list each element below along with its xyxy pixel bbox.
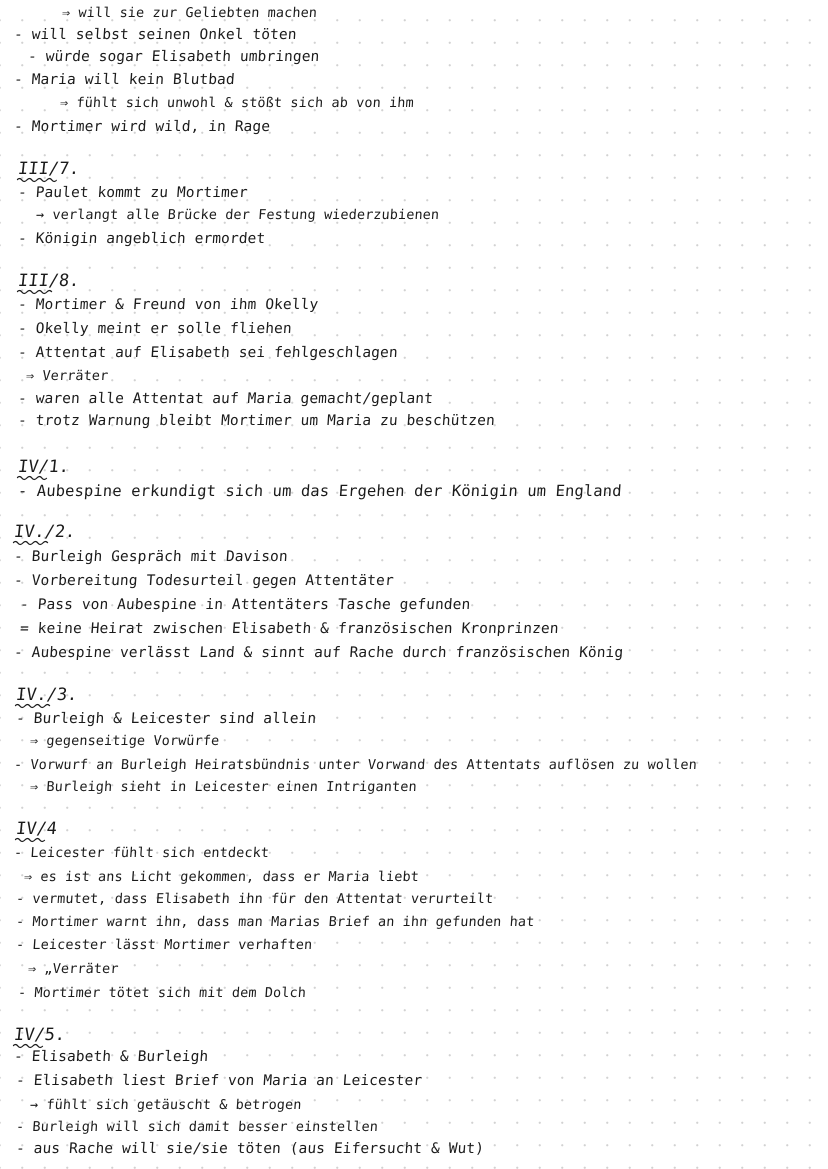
note-line: - waren alle Attentat auf Maria gemacht/geplant bbox=[17, 391, 434, 407]
note-line: = keine Heirat zwischen Elisabeth & französischen Kronprinzen bbox=[19, 621, 560, 637]
note-line: - Elisabeth liest Brief von Maria an Leicester bbox=[15, 1073, 423, 1089]
section-heading-label: IV/5. bbox=[12, 1025, 67, 1045]
note-line: - Elisabeth & Burleigh bbox=[13, 1049, 209, 1065]
squiggle-underline-icon bbox=[15, 703, 52, 709]
note-line: ⇒ fühlt sich unwohl & stößt sich ab von ihm bbox=[59, 95, 415, 111]
section-heading-label: IV./2. bbox=[12, 522, 77, 542]
squiggle-underline-icon bbox=[15, 837, 48, 843]
note-line: ⇒ Burleigh sieht in Leicester einen Intriganten bbox=[29, 779, 418, 795]
note-line: - Königin angeblich ermordet bbox=[17, 231, 266, 247]
note-line: → verlangt alle Brücke der Festung wiederzubienen bbox=[35, 207, 440, 223]
note-line: - Burleigh will sich damit besser einstellen bbox=[15, 1119, 379, 1135]
section-heading bbox=[13, 523, 76, 541]
note-line: - Leicester fühlt sich entdeckt bbox=[13, 845, 270, 861]
section-heading bbox=[15, 686, 78, 704]
note-line: ⇒ will sie zur Geliebten machen bbox=[61, 5, 318, 21]
squiggle-underline-icon bbox=[13, 540, 50, 546]
note-line: - Mortimer wird wild, in Rage bbox=[13, 119, 271, 135]
note-line: - trotz Warnung bleibt Mortimer um Maria zu beschützen bbox=[17, 413, 496, 429]
note-line: - Aubespine verlässt Land & sinnt auf Rache durch französischen König bbox=[13, 645, 624, 661]
section-heading-label: IV./3. bbox=[14, 685, 79, 705]
section-heading bbox=[13, 1026, 66, 1044]
note-line: - aus Rache will sie/sie töten (aus Eifersucht & Wut) bbox=[15, 1141, 485, 1157]
note-line: - Mortimer warnt ihn, dass man Marias Brief an ihn gefunden hat bbox=[15, 914, 535, 930]
note-line: ⇒ gegenseitige Vorwürfe bbox=[29, 733, 220, 749]
squiggle-underline-icon bbox=[17, 177, 58, 183]
note-line: - Aubespine erkundigt sich um das Ergehen der Königin um England bbox=[17, 482, 623, 500]
note-line: - Burleigh Gespräch mit Davison bbox=[13, 549, 289, 565]
section-heading bbox=[17, 272, 80, 290]
note-line: ⇒ Verräter bbox=[25, 368, 109, 384]
note-line: - Burleigh & Leicester sind allein bbox=[15, 711, 317, 727]
section-heading bbox=[17, 160, 80, 178]
note-line: - Leicester lässt Mortimer verhaften bbox=[15, 937, 313, 953]
note-line: - Vorwurf an Burleigh Heiratsbündnis unter Vorwand des Attentats auflösen zu wollen bbox=[13, 757, 698, 773]
section-heading bbox=[15, 820, 58, 838]
note-line: - will selbst seinen Onkel töten bbox=[13, 27, 298, 43]
squiggle-underline-icon bbox=[17, 475, 50, 481]
section-heading-label: IV/4 bbox=[14, 819, 59, 839]
note-line: - vermutet, dass Elisabeth ihn für den Attentat verurteilt bbox=[15, 891, 494, 907]
note-line: - Vorbereitung Todesurteil gegen Attentäter bbox=[13, 573, 395, 589]
note-line: ⇒ „Verräter bbox=[27, 961, 120, 977]
note-line: - Maria will kein Blutbad bbox=[13, 72, 236, 88]
note-line: ⇒ es ist ans Licht gekommen, dass er Maria liebt bbox=[23, 869, 420, 885]
note-line: - würde sogar Elisabeth umbringen bbox=[27, 49, 320, 65]
section-heading-label: III/8. bbox=[16, 271, 81, 291]
section-heading bbox=[17, 458, 70, 476]
note-line: - Mortimer & Freund von ihm Okelly bbox=[17, 297, 319, 313]
section-heading-label: III/7. bbox=[16, 159, 81, 179]
note-line: → fühlt sich getäuscht & betrogen bbox=[29, 1097, 303, 1113]
note-line: - Mortimer tötet sich mit dem Dolch bbox=[17, 985, 307, 1001]
section-heading-label: IV/1. bbox=[16, 457, 71, 477]
note-line: - Attentat auf Elisabeth sei fehlgeschlagen bbox=[17, 345, 399, 361]
squiggle-underline-icon bbox=[17, 289, 54, 295]
note-line: - Paulet kommt zu Mortimer bbox=[17, 185, 249, 201]
note-line: - Pass von Aubespine in Attentäters Tasche gefunden bbox=[19, 597, 471, 613]
note-line: - Okelly meint er solle fliehen bbox=[17, 321, 293, 337]
